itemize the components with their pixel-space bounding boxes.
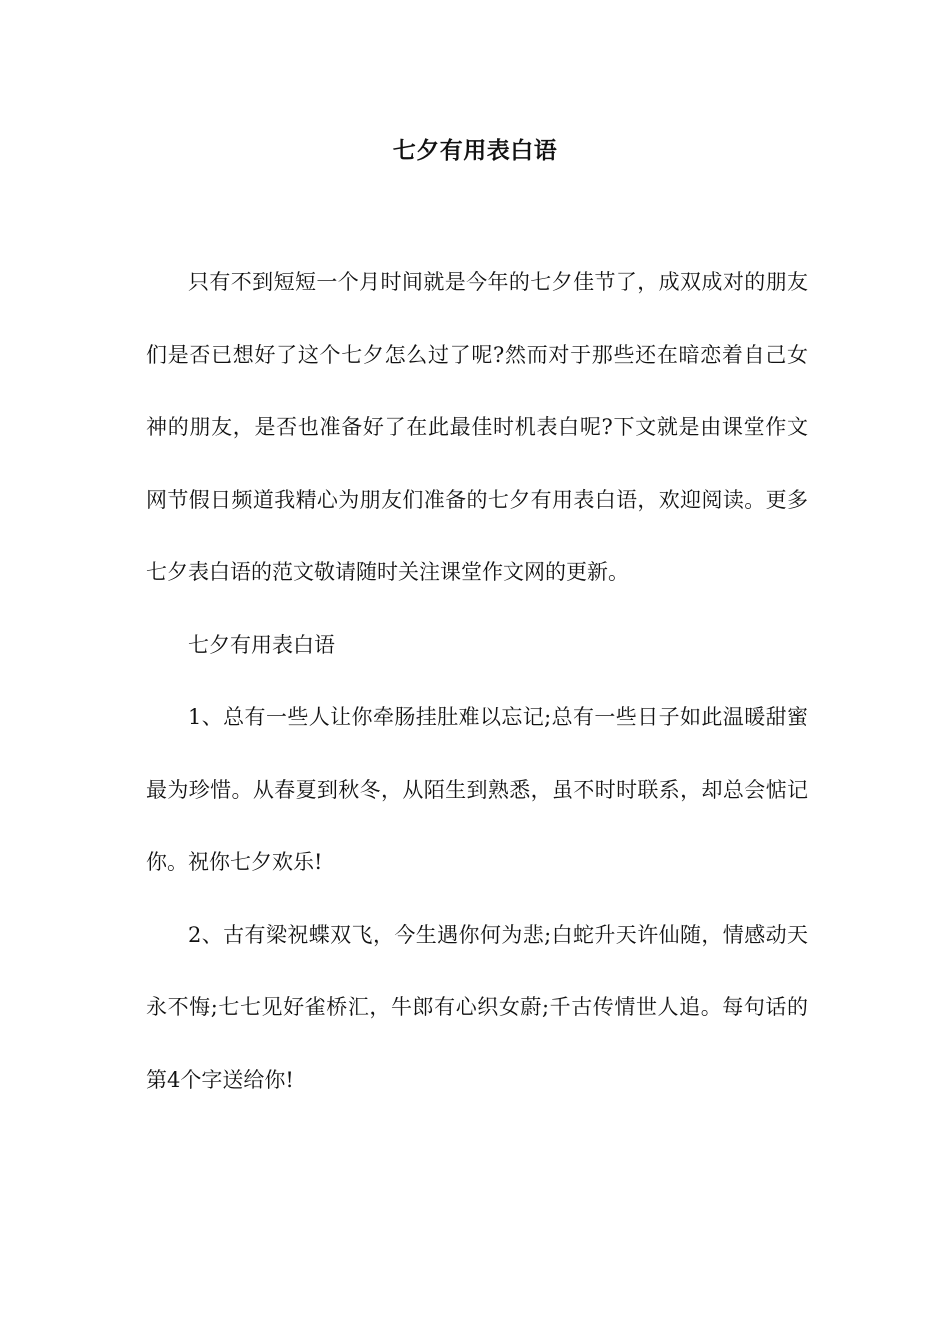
- document-title: 七夕有用表白语: [392, 138, 558, 164]
- list-item: 2、古有梁祝蝶双飞，今生遇你何为悲;白蛇升天许仙随，情感动天永不悔;七七见好雀桥汇，牛郎有心织女蔚;千古传情世人追。每句话的第4个字送给你!: [146, 922, 808, 1092]
- list-item: 1、总有一些人让你牵肠挂肚难以忘记;总有一些日子如此温暖甜蜜最为珍惜。从春夏到秋冬，从陌生到熟悉，虽不时时联系，却总会惦记你。祝你七夕欢乐!: [146, 705, 808, 874]
- intro-paragraph: 只有不到短短一个月时间就是今年的七夕佳节了，成双成对的朋友们是否已想好了这个七夕怎么过了呢?然而对于那些还在暗恋着自己女神的朋友，是否也准备好了在此最佳时机表白呢?下文就是由课堂作文网节假日频道我精心为朋友们准备的七夕有用表白语，欢迎阅读。更多七夕表白语的范文敬请随时关注课堂作文网的更新。: [146, 270, 808, 584]
- section-heading: 七夕有用表白语: [188, 632, 335, 657]
- document-body: [146, 246, 808, 1116]
